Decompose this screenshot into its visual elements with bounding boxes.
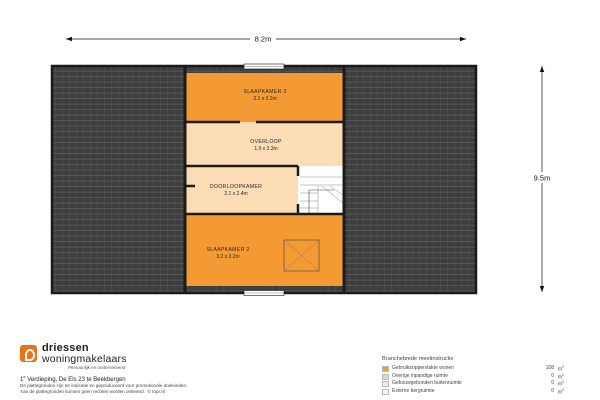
legend-swatch (382, 374, 389, 380)
room-doorloopkamer (185, 166, 298, 214)
disclaimer-line-1: De plattegronden zijn ter indicatie en geproduceerd voor promotionele doeleinden. (20, 383, 188, 388)
legend-swatch (382, 381, 389, 387)
legend-row: Externe bergruimte 0 $m^2$ (382, 388, 592, 396)
legend-row: Overige inpandige ruimte 0 $m^2$ (382, 373, 592, 381)
floor-address: 1e Verdieping, De Els 23 te Beekbergen (20, 374, 126, 383)
width-dimension (66, 33, 466, 44)
room-label: DOORLOOPKAMER (209, 184, 263, 190)
brand-tagline: Persoonlijk en ondernemend (68, 365, 126, 370)
legend-row: Gebouwgebonden buitenruimte 0 $m^2$ (382, 380, 592, 388)
stairs (298, 166, 344, 214)
height-dimension (531, 66, 553, 292)
measurement-legend (382, 356, 592, 395)
legend-swatch (382, 389, 389, 395)
room-label: SLAAPKAMER 2 (206, 247, 250, 253)
copyright: © topr.nl (147, 389, 165, 394)
legend-row: Gebruiksoppervlakte wonen 108 $m^2$ (382, 365, 592, 373)
brand-logo (20, 342, 260, 370)
brand-mark-icon (20, 345, 37, 362)
height-label: 9.5m (533, 173, 551, 183)
room-size: 1.9 x 3.3m (254, 146, 278, 152)
room-size: 3.2 x 3.2m (216, 254, 240, 260)
legend-swatch (382, 366, 389, 372)
brand-name: driessen (42, 342, 89, 354)
legend-title: Branchebrede meetinstructie (382, 356, 454, 362)
brand-subname: woningmakelaars (42, 353, 127, 365)
room-size: 2.1 x 3.2m (253, 96, 277, 102)
room-label: OVERLOOP (250, 139, 282, 145)
room-label: SLAAPKAMER 3 (243, 89, 287, 95)
disclaimer-line-2: Aan de plattegronden kunnen geen rechten worden ontleend. © topr.nl (20, 389, 165, 394)
width-label: 8.2m (254, 34, 272, 44)
room-size: 2.1 x 2.4m (224, 191, 248, 197)
